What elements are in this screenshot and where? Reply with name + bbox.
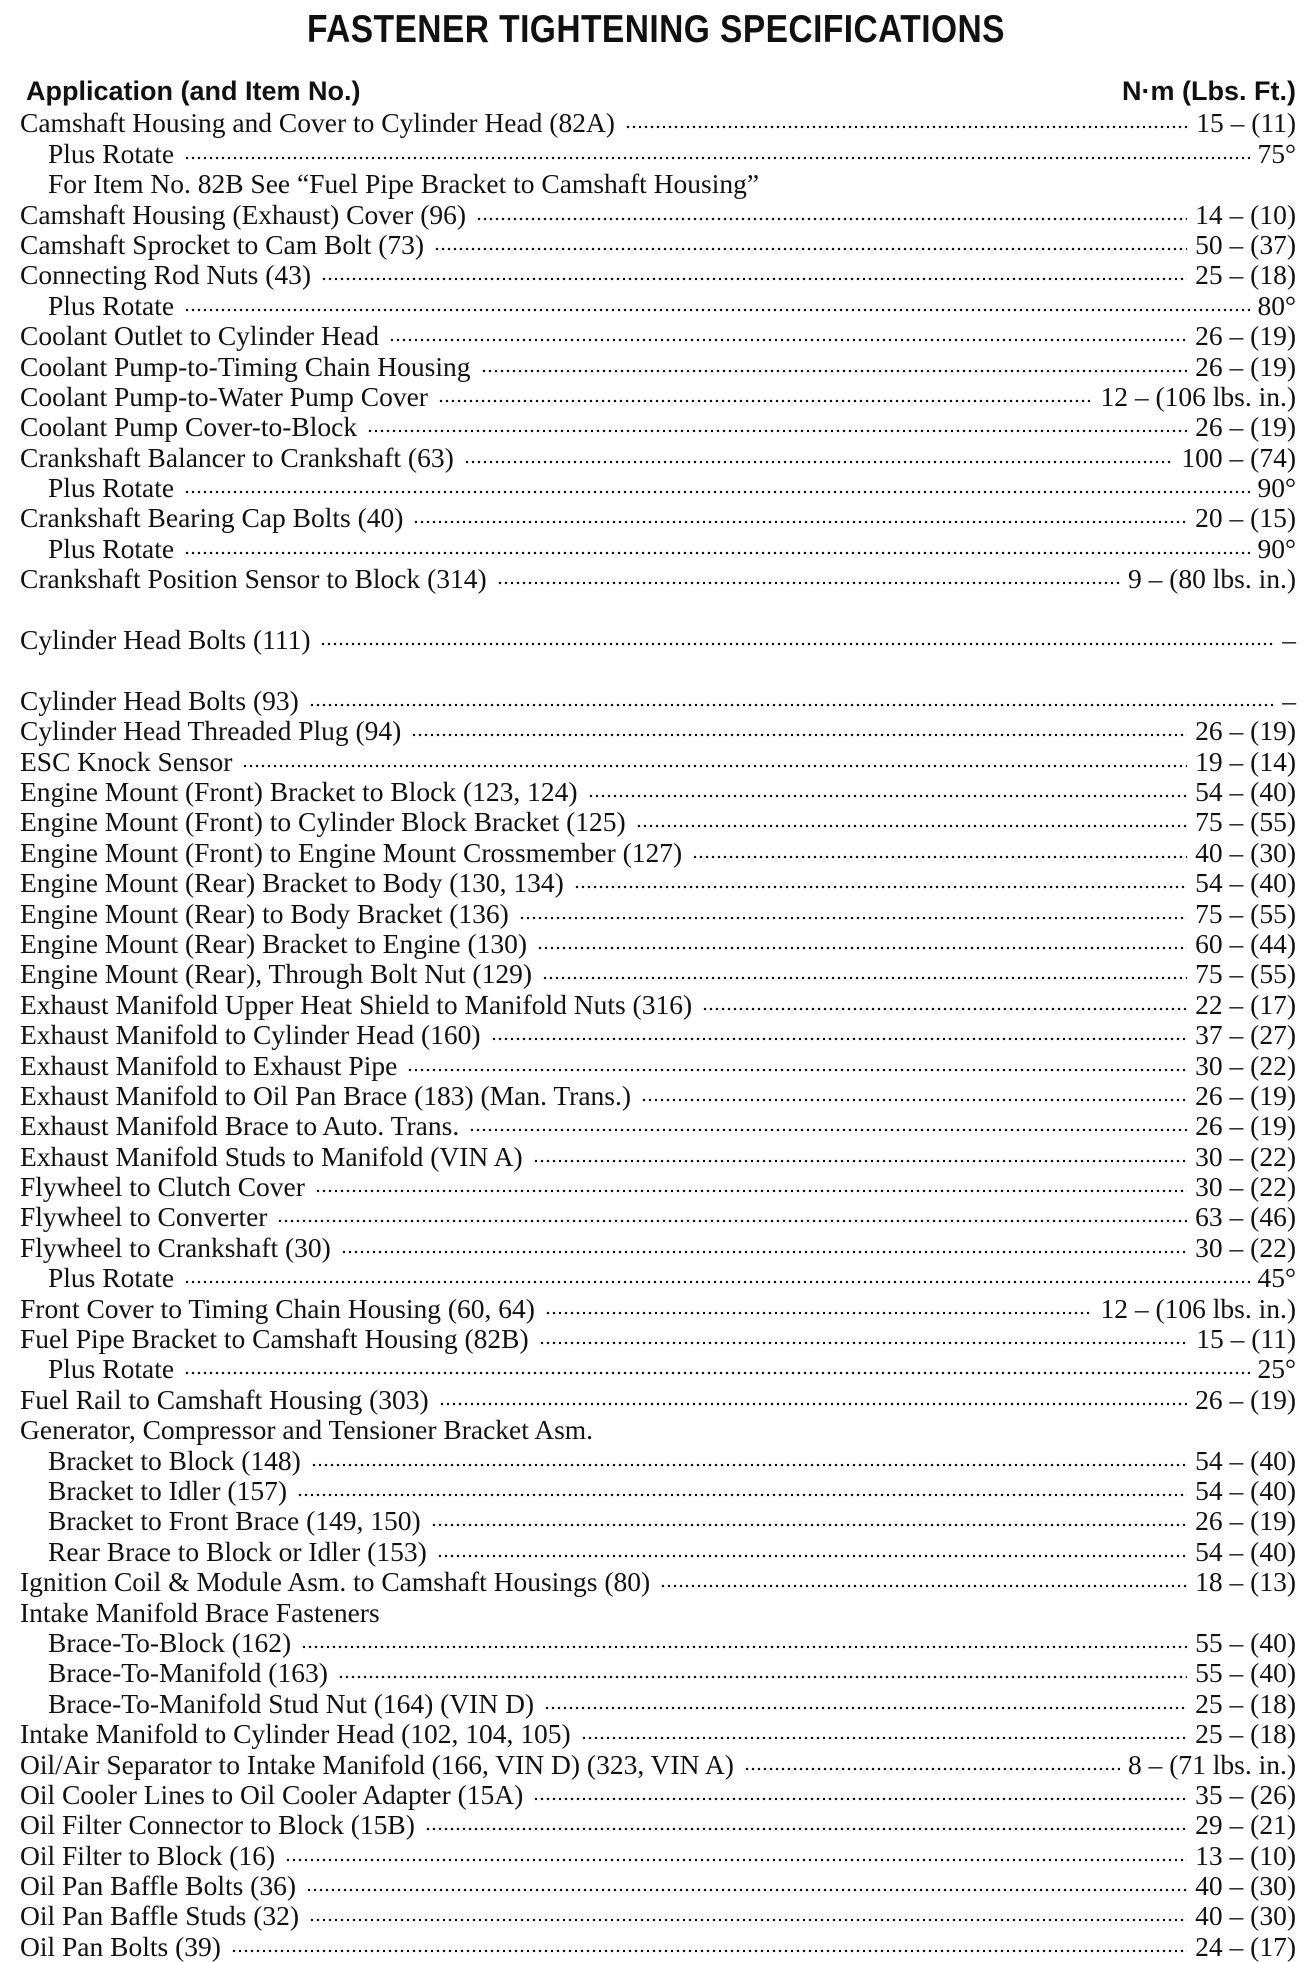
torque-value: 15 – (11) [1196, 107, 1296, 139]
spec-row [20, 1597, 1296, 1627]
spec-row [20, 1506, 1296, 1536]
torque-value: 15 – (11) [1196, 1323, 1296, 1355]
spec-label: Coolant Outlet to Cylinder Head [20, 320, 379, 352]
dot-leader [625, 124, 1188, 130]
dot-leader [542, 975, 1187, 981]
torque-value: 25° [1257, 1353, 1296, 1385]
spec-label: Engine Mount (Rear) to Body Bracket (136) [20, 897, 509, 929]
torque-value: 26 – (19) [1195, 350, 1296, 382]
torque-value: 54 – (40) [1195, 1535, 1296, 1567]
dot-leader [702, 1006, 1187, 1012]
spec-row [20, 716, 1296, 746]
spec-label: Engine Mount (Rear) Bracket to Body (130, 134) [20, 867, 564, 899]
torque-value: 40 – (30) [1195, 1900, 1296, 1932]
spec-label: Fuel Pipe Bracket to Camshaft Housing (82B) [20, 1323, 529, 1355]
spec-row [20, 1324, 1296, 1354]
spec-row [20, 1050, 1296, 1080]
spec-label: Oil Filter Connector to Block (15B) [20, 1809, 415, 1841]
torque-value: 25 – (18) [1195, 1687, 1296, 1719]
dot-leader [660, 1583, 1187, 1589]
torque-value: 54 – (40) [1195, 1475, 1296, 1506]
torque-value: 25 – (18) [1195, 1718, 1296, 1750]
dot-leader [341, 1249, 1187, 1255]
torque-value: 60 – (44) [1195, 927, 1296, 959]
spec-row [20, 290, 1296, 320]
dot-leader [469, 1127, 1187, 1133]
spec-label: Bracket to Front Brace (149, 150) [48, 1505, 421, 1537]
spec-row [20, 1931, 1296, 1961]
spec-row [20, 1567, 1296, 1597]
spec-row [20, 199, 1296, 229]
torque-value: 63 – (46) [1195, 1201, 1296, 1233]
spec-label: Engine Mount (Rear) Bracket to Engine (130) [20, 927, 528, 959]
torque-value: 20 – (15) [1195, 502, 1296, 534]
spec-row [20, 777, 1296, 807]
spec-label: Camshaft Sprocket to Cam Bolt (73) [20, 228, 425, 260]
spec-label: Exhaust Manifold Brace to Auto. Trans. [20, 1110, 460, 1142]
dot-leader [537, 945, 1187, 951]
spec-label: Oil Pan Baffle Bolts (36) [20, 1870, 296, 1902]
dot-leader [184, 489, 1249, 495]
spec-label: Plus Rotate [48, 1262, 175, 1294]
spec-row [20, 868, 1296, 898]
spec-row [20, 837, 1296, 867]
spec-label: Oil Pan Baffle Studs (32) [20, 1900, 300, 1932]
spec-label: Flywheel to Converter [20, 1201, 268, 1233]
dot-leader [434, 246, 1187, 252]
spec-label: Bracket to Idler (157) [48, 1475, 288, 1506]
torque-value: 26 – (19) [1195, 320, 1296, 352]
spec-row [20, 1354, 1296, 1384]
spec-label: Brace-To-Manifold Stud Nut (164) (VIN D) [48, 1687, 535, 1719]
spec-row [20, 1476, 1296, 1506]
torque-value: 50 – (37) [1195, 228, 1296, 260]
spec-label: Plus Rotate [48, 137, 175, 169]
dot-leader [311, 1462, 1187, 1468]
torque-value: 54 – (40) [1195, 1444, 1296, 1476]
torque-value: 26 – (19) [1195, 715, 1296, 747]
dot-leader [306, 1887, 1187, 1893]
dot-leader [231, 1948, 1187, 1954]
spec-label: Cylinder Head Threaded Plug (94) [20, 715, 402, 747]
dot-leader [533, 1796, 1187, 1802]
spec-label: Bracket to Block (148) [48, 1444, 301, 1476]
torque-value: – [1282, 684, 1296, 716]
torque-value: 13 – (10) [1195, 1839, 1296, 1871]
dot-leader [497, 580, 1120, 586]
spec-row [20, 1202, 1296, 1232]
torque-value: 80° [1257, 289, 1296, 321]
spec-row [20, 929, 1296, 959]
torque-value: 90° [1257, 472, 1296, 504]
dot-leader [285, 1857, 1187, 1863]
spec-row [20, 1810, 1296, 1840]
dot-leader [184, 550, 1249, 556]
spec-label: For Item No. 82B See “Fuel Pipe Bracket to Camshaft Housing” [48, 168, 760, 200]
spec-row [20, 1081, 1296, 1111]
dot-leader [389, 337, 1187, 343]
spec-row [20, 442, 1296, 472]
dot-leader [438, 398, 1092, 404]
dot-leader [407, 1067, 1187, 1073]
spec-label: Exhaust Manifold to Exhaust Pipe [20, 1049, 398, 1081]
dot-leader [184, 1370, 1249, 1376]
dot-leader [242, 763, 1187, 769]
spec-row [20, 138, 1296, 168]
spec-row [20, 1384, 1296, 1414]
spec-label: Rear Brace to Block or Idler (153) [48, 1535, 427, 1567]
spec-row [20, 898, 1296, 928]
spec-row [20, 959, 1296, 989]
dot-leader [184, 155, 1249, 161]
spec-row [20, 1172, 1296, 1202]
dot-leader [588, 793, 1188, 799]
spec-row [20, 321, 1296, 351]
torque-value: 55 – (40) [1195, 1657, 1296, 1689]
spec-row [20, 655, 1296, 716]
dot-leader [476, 216, 1187, 222]
torque-value: 37 – (27) [1195, 1019, 1296, 1051]
torque-value: 75 – (55) [1195, 897, 1296, 929]
dot-leader [481, 368, 1188, 374]
spec-row [20, 746, 1296, 776]
dot-leader [539, 1340, 1189, 1346]
dot-leader [297, 1492, 1187, 1498]
torque-value: 55 – (40) [1195, 1626, 1296, 1658]
spec-label: Cylinder Head Bolts (93) [20, 684, 299, 716]
spec-label: Front Cover to Timing Chain Housing (60, 64) [20, 1292, 535, 1324]
dot-leader [367, 428, 1187, 434]
application-column-header: Application (and Item No.) [26, 76, 361, 106]
spec-label: Camshaft Housing (Exhaust) Cover (96) [20, 198, 467, 230]
spec-row [20, 594, 1296, 655]
torque-value: 12 – (106 lbs. in.) [1100, 1292, 1296, 1324]
spec-row [20, 1445, 1296, 1475]
spec-label: Generator, Compressor and Tensioner Bracket Asm. [20, 1414, 594, 1446]
torque-value: 30 – (22) [1195, 1140, 1296, 1172]
spec-label: Engine Mount (Front) Bracket to Block (123, 124) [20, 776, 578, 808]
spec-label: Brace-To-Block (162) [48, 1626, 292, 1658]
spec-row [20, 1840, 1296, 1870]
torque-value: 9 – (80 lbs. in.) [1127, 563, 1296, 595]
torque-value: 19 – (14) [1195, 745, 1296, 777]
page-title: FASTENER TIGHTENING SPECIFICATIONS [307, 8, 1005, 51]
spec-row [20, 1628, 1296, 1658]
torque-value: 24 – (17) [1195, 1930, 1296, 1962]
spec-label: ESC Knock Sensor [20, 745, 233, 777]
dot-leader [413, 519, 1187, 525]
dot-leader [425, 1826, 1187, 1832]
dot-leader [315, 1188, 1187, 1194]
dot-leader [431, 1522, 1187, 1528]
spec-label: Intake Manifold Brace Fasteners [20, 1596, 380, 1628]
dot-leader [574, 884, 1187, 890]
dot-leader [439, 1401, 1188, 1407]
spec-row [20, 1688, 1296, 1718]
spec-label: Fuel Rail to Camshaft Housing (303) [20, 1383, 429, 1415]
torque-value: 35 – (26) [1195, 1778, 1296, 1810]
dot-leader [309, 1917, 1187, 1923]
spec-label: Exhaust Manifold to Cylinder Head (160) [20, 1019, 481, 1051]
spec-row [20, 989, 1296, 1019]
spec-label: Camshaft Housing and Cover to Cylinder Head (82A) [20, 107, 615, 139]
spec-label: Oil Cooler Lines to Oil Cooler Adapter (15A) [20, 1778, 524, 1810]
spec-row [20, 1719, 1296, 1749]
column-header [26, 76, 1296, 110]
spec-label: Coolant Pump-to-Water Pump Cover [20, 380, 428, 412]
spec-label: Intake Manifold to Cylinder Head (102, 104, 105) [20, 1718, 571, 1750]
dot-leader [636, 823, 1188, 829]
torque-value: 30 – (22) [1195, 1231, 1296, 1263]
torque-value: – [1282, 624, 1296, 656]
spec-label: Exhaust Manifold to Oil Pan Brace (183) (Man. Trans.) [20, 1079, 632, 1111]
spec-row [20, 1749, 1296, 1779]
torque-value: 30 – (22) [1195, 1171, 1296, 1203]
torque-value: 26 – (19) [1195, 1079, 1296, 1111]
dot-leader [301, 1644, 1187, 1650]
spec-label: Crankshaft Position Sensor to Block (314) [20, 563, 487, 595]
dot-leader [411, 732, 1187, 738]
spec-row [20, 1536, 1296, 1566]
spec-label: Engine Mount (Front) to Cylinder Block Bracket (125) [20, 806, 626, 838]
spec-row [20, 230, 1296, 260]
dot-leader [277, 1218, 1187, 1224]
torque-value: 26 – (19) [1195, 1383, 1296, 1415]
spec-row [20, 564, 1296, 594]
torque-value: 75 – (55) [1195, 806, 1296, 838]
dot-leader [544, 1705, 1187, 1711]
spec-row [20, 473, 1296, 503]
spec-row [20, 1111, 1296, 1141]
spec-label: Flywheel to Crankshaft (30) [20, 1231, 331, 1263]
spec-label: Cylinder Head Bolts (111) [20, 624, 311, 656]
torque-value: 100 – (74) [1181, 441, 1296, 473]
dot-leader [545, 1310, 1093, 1316]
spec-label: Brace-To-Manifold (163) [48, 1657, 328, 1689]
torque-value: 75° [1257, 137, 1296, 169]
torque-value: 54 – (40) [1195, 776, 1296, 808]
spec-label: Coolant Pump Cover-to-Block [20, 411, 358, 443]
dot-leader [533, 1158, 1188, 1164]
spec-row [20, 412, 1296, 442]
dot-leader [320, 641, 1274, 647]
dot-leader [184, 307, 1249, 313]
spec-row [20, 503, 1296, 533]
spec-row [20, 1871, 1296, 1901]
spec-row [20, 533, 1296, 563]
spec-row [20, 169, 1296, 199]
spec-row [20, 1141, 1296, 1171]
torque-column-header: N·m (Lbs. Ft.) [1122, 76, 1296, 106]
torque-value: 12 – (106 lbs. in.) [1100, 380, 1296, 412]
torque-value: 18 – (13) [1195, 1566, 1296, 1598]
torque-value: 30 – (22) [1195, 1049, 1296, 1081]
dot-leader [184, 1279, 1249, 1285]
dot-leader [491, 1036, 1188, 1042]
torque-value: 90° [1257, 532, 1296, 564]
dot-leader [437, 1553, 1187, 1559]
spec-label: Plus Rotate [48, 1353, 175, 1385]
spec-label: Oil Filter to Block (16) [20, 1839, 276, 1871]
torque-value: 29 – (21) [1195, 1809, 1296, 1841]
spec-row [20, 1415, 1296, 1445]
spec-label: Plus Rotate [48, 532, 175, 564]
spec-row [20, 1901, 1296, 1931]
spec-label: Engine Mount (Front) to Engine Mount Crossmember (127) [20, 836, 683, 868]
torque-value: 14 – (10) [1195, 198, 1296, 230]
spec-label: Flywheel to Clutch Cover [20, 1171, 305, 1203]
torque-value: 75 – (55) [1195, 958, 1296, 990]
spec-row [20, 1020, 1296, 1050]
spec-label: Oil Pan Bolts (39) [20, 1930, 221, 1962]
spec-row [20, 807, 1296, 837]
dot-leader [519, 915, 1187, 921]
torque-value: 22 – (17) [1195, 988, 1296, 1020]
spec-label: Exhaust Manifold Upper Heat Shield to Manifold Nuts (316) [20, 988, 693, 1020]
torque-value: 8 – (71 lbs. in.) [1127, 1748, 1296, 1780]
spec-row [20, 1658, 1296, 1688]
torque-value: 40 – (30) [1195, 836, 1296, 868]
dot-leader [744, 1766, 1120, 1772]
spec-row [20, 108, 1296, 138]
dot-leader [464, 459, 1174, 465]
spec-row [20, 260, 1296, 290]
dot-leader [309, 702, 1274, 708]
spec-label: Ignition Coil & Module Asm. to Camshaft Housings (80) [20, 1566, 651, 1598]
torque-value: 45° [1257, 1262, 1296, 1294]
spec-label: Crankshaft Balancer to Crankshaft (63) [20, 441, 454, 473]
spec-row [20, 1780, 1296, 1810]
dot-leader [338, 1674, 1187, 1680]
spec-row [20, 382, 1296, 412]
torque-value: 26 – (19) [1195, 1505, 1296, 1537]
spec-list [20, 108, 1296, 1962]
spec-row [20, 1263, 1296, 1293]
spec-row [20, 1293, 1296, 1323]
torque-value: 25 – (18) [1195, 259, 1296, 291]
dot-leader [641, 1097, 1187, 1103]
spec-label: Plus Rotate [48, 472, 175, 504]
spec-label: Exhaust Manifold Studs to Manifold (VIN A) [20, 1140, 523, 1172]
torque-value: 26 – (19) [1195, 411, 1296, 443]
dot-leader [581, 1735, 1188, 1741]
torque-value: 40 – (30) [1195, 1870, 1296, 1902]
spec-row [20, 351, 1296, 381]
spec-label: Crankshaft Bearing Cap Bolts (40) [20, 502, 404, 534]
torque-value: 54 – (40) [1195, 867, 1296, 899]
spec-label: Plus Rotate [48, 289, 175, 321]
spec-label: Oil/Air Separator to Intake Manifold (166, VIN D) (323, VIN A) [20, 1748, 734, 1780]
spec-label: Coolant Pump-to-Timing Chain Housing [20, 350, 471, 382]
spec-label: Engine Mount (Rear), Through Bolt Nut (129) [20, 958, 532, 990]
torque-value: 26 – (19) [1195, 1110, 1296, 1142]
spec-row [20, 1232, 1296, 1262]
spec-label: Connecting Rod Nuts (43) [20, 259, 312, 291]
dot-leader [692, 854, 1187, 860]
dot-leader [321, 276, 1187, 282]
